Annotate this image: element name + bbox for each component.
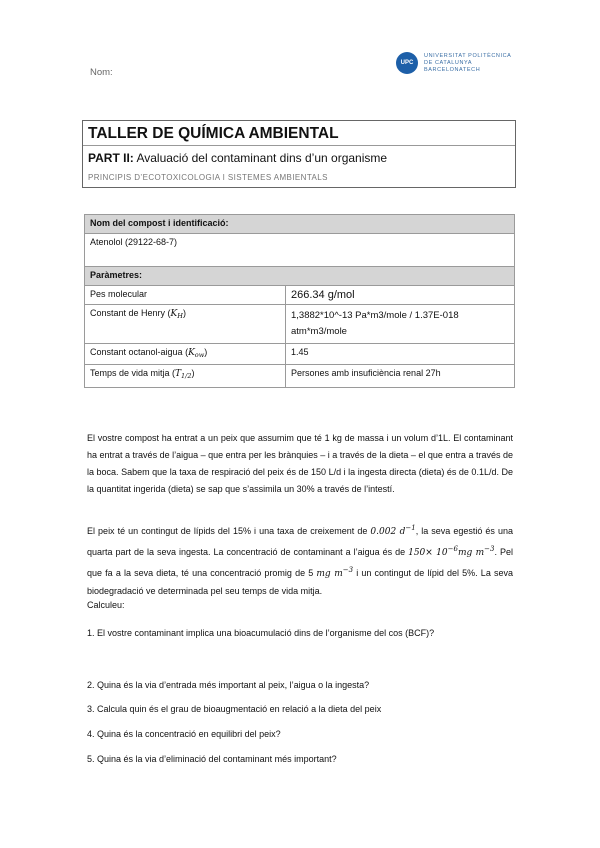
param-value: 1.45 (286, 344, 515, 365)
calculeu-label: Calculeu: (87, 600, 125, 610)
table-header-compound (85, 215, 515, 234)
compound-table (84, 214, 515, 388)
growth-rate: 0.002 d (370, 527, 406, 537)
henry-value-line1: 1,3882*10^-13 Pa*m3/mole / 1.37E-018 (291, 310, 459, 321)
p2-text-a: El peix té un contingut de lípids del 15% i una taxa de creixement de (87, 526, 371, 536)
part-description: Avaluació del contaminant dins d’un organisme (133, 151, 388, 165)
table-row (85, 344, 515, 365)
water-conc: 150× 10 (408, 548, 448, 558)
title-box (82, 120, 516, 188)
param-close: ) (182, 308, 186, 318)
water-conc-unit-exp: −3 (484, 545, 495, 553)
param-label: Pes molecular (85, 286, 286, 305)
henry-value-line2: atm*m3/mole (291, 326, 347, 337)
param-value: 266.34 g/mol (286, 286, 515, 305)
course-name: PRINCIPIS D’ECOTOXICOLOGIA I SISTEMES AMBIENTALS (88, 173, 328, 182)
question-4: 4. Quina és la concentració en equilibri del peix? (87, 729, 281, 739)
paragraph-2 (87, 520, 513, 600)
param-value: Persones amb insuficiència renal 27h (286, 365, 515, 388)
part-label: PART II: (88, 151, 134, 165)
p2-text-c: . Pel que fa a la seva dieta, té una concentració promig de 5 (87, 547, 513, 578)
params-header-cell: Paràmetres: (85, 267, 515, 286)
growth-rate-exp: −1 (405, 524, 416, 532)
p2-text-b: , la seva egestió és una quarta part de la seva ingesta. La concentració de contaminant a l’aigua és de (87, 526, 513, 557)
logo-line-2: DE CATALUNYA (424, 60, 473, 66)
param-symbol: K (188, 348, 195, 358)
table-row (85, 305, 515, 344)
table-header-params (85, 267, 515, 286)
question-2: 2. Quina és la via d’entrada més important al peix, l’aigua o la ingesta? (87, 680, 370, 690)
param-subscript: ow (194, 351, 205, 359)
diet-conc-unit: mg m (316, 569, 343, 579)
param-label (85, 365, 286, 388)
param-label (85, 305, 286, 344)
upc-logo-text (424, 53, 516, 74)
document-title: TALLER DE QUÍMICA AMBIENTAL (88, 125, 339, 142)
param-value (286, 305, 515, 344)
param-subscript: H (177, 312, 183, 320)
water-conc-exp: −6 (447, 545, 458, 553)
compound-header-cell: Nom del compost i identificació: (85, 215, 515, 234)
param-close: ) (204, 347, 208, 357)
question-1: 1. El vostre contaminant implica una bioacumulació dins de l’organisme del cos (BCF)? (87, 628, 435, 638)
diet-conc-exp: −3 (342, 566, 354, 574)
part-subtitle (88, 151, 387, 165)
param-label-text: Constant octanol-aigua ( (90, 347, 189, 357)
upc-logo (396, 52, 516, 80)
upc-logo-mark: UPC (396, 52, 418, 74)
param-label (85, 344, 286, 365)
table-row-compound (85, 234, 515, 267)
water-conc-unit: mg m (457, 548, 485, 558)
question-3: 3. Calcula quin és el grau de bioaugmentació en relació a la dieta del peix (87, 704, 382, 714)
table-row (85, 286, 515, 305)
compound-value-cell: Atenolol (29122-68-7) (85, 234, 515, 267)
param-label-text: Constant de Henry ( (90, 308, 171, 318)
logo-line-3: BARCELONATECH (424, 67, 481, 73)
paragraph-1: El vostre compost ha entrat a un peix que assumim que té 1 kg de massa i un volum d’1L. El contaminant ha entrat a través de l’aigua – que entra per les brànquies – i a través de la dieta – el que entra a través de la boca. Sabem que la taxa de respiració del peix és de 150 L/d i la ingesta directa (dieta) és de 0.1L/d. De la quantitat ingerida (dieta) se sap que s’assimila un 30% a través de l’intestí. (87, 433, 513, 494)
question-5: 5. Quina és la via d’eliminació del contaminant més important? (87, 754, 337, 764)
p2-text-d: i un contingut de lípid del 5%. La seva biodegradació ve determinada pel seu temps de vida mitja. (87, 568, 513, 596)
param-subscript: 1/2 (181, 372, 192, 380)
param-symbol: K (170, 309, 178, 319)
table-row (85, 365, 515, 388)
param-label-text: Temps de vida mitja ( (90, 368, 176, 378)
nom-label: Nom: (90, 67, 113, 78)
param-symbol: T (175, 369, 182, 379)
logo-line-1: UNIVERSITAT POLITÈCNICA (424, 53, 512, 59)
param-close: ) (191, 368, 195, 378)
title-divider (83, 145, 515, 146)
